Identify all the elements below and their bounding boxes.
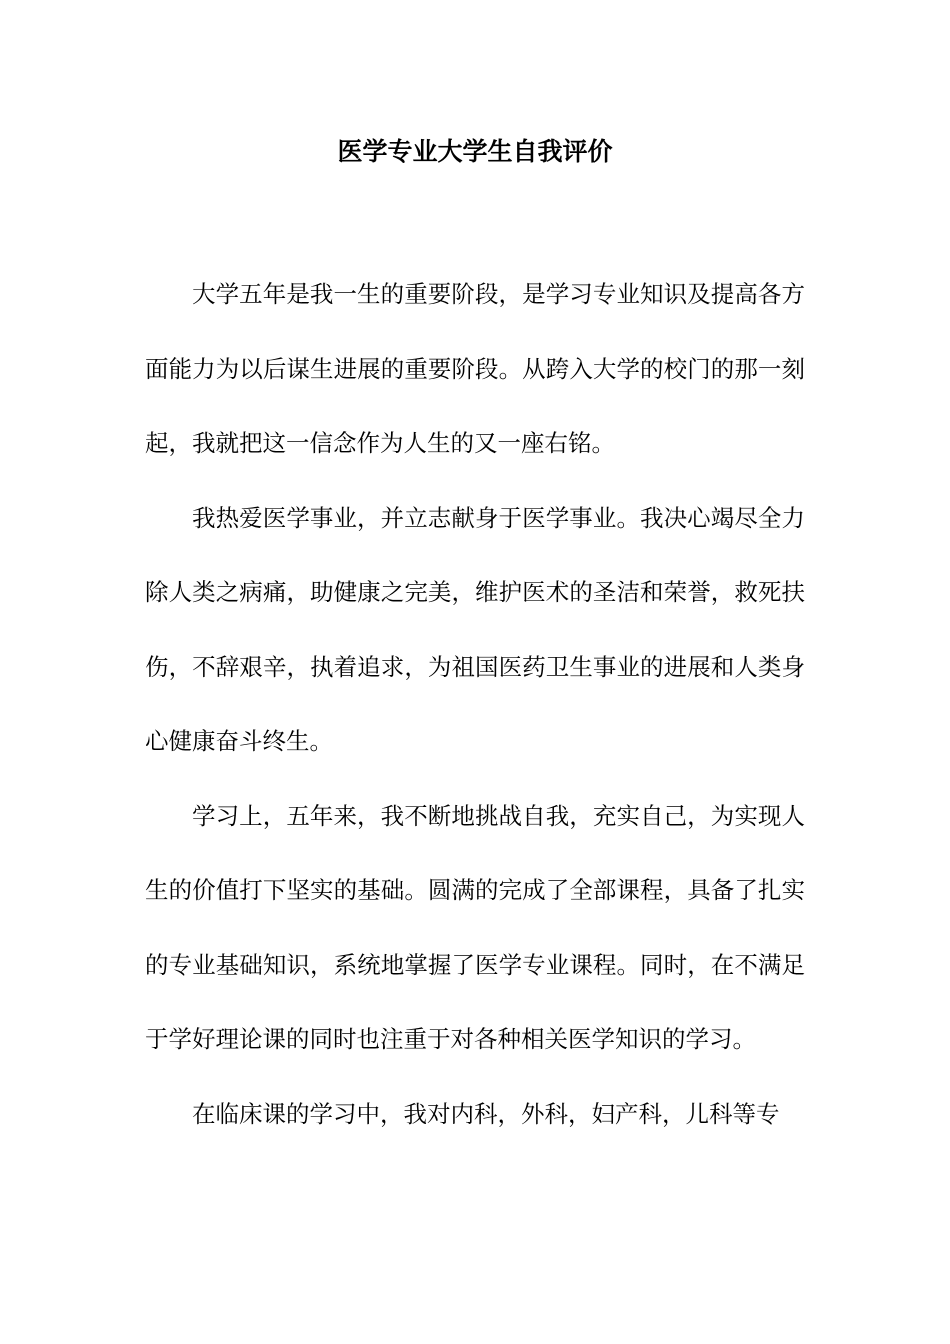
document-title: 医学专业大学生自我评价 <box>337 137 613 166</box>
paragraph-4: 在临床课的学习中，我对内科，外科，妇产科，儿科等专 <box>192 1099 780 1128</box>
document-body <box>145 257 805 1151</box>
paragraph-2: 我热爱医学事业，并立志献身于医学事业。我决心竭尽全力除人类之病痛，助健康之完美，维护医术的圣洁和荣誉，救死扶伤，不辞艰辛，执着追求，为祖国医药卫生事业的进展和人类身心健康奋斗终生。 <box>145 503 805 755</box>
paragraph-1: 大学五年是我一生的重要阶段，是学习专业知识及提高各方面能力为以后谋生进展的重要阶段。从跨入大学的校门的那一刻起，我就把这一信念作为人生的又一座右铭。 <box>145 280 805 457</box>
paragraph-3: 学习上，五年来，我不断地挑战自我，充实自己，为实现人生的价值打下坚实的基础。圆满的完成了全部课程，具备了扎实的专业基础知识，系统地掌握了医学专业课程。同时，在不满足于学好理论课的同时也注重于对各种相关医学知识的学习。 <box>145 801 805 1053</box>
